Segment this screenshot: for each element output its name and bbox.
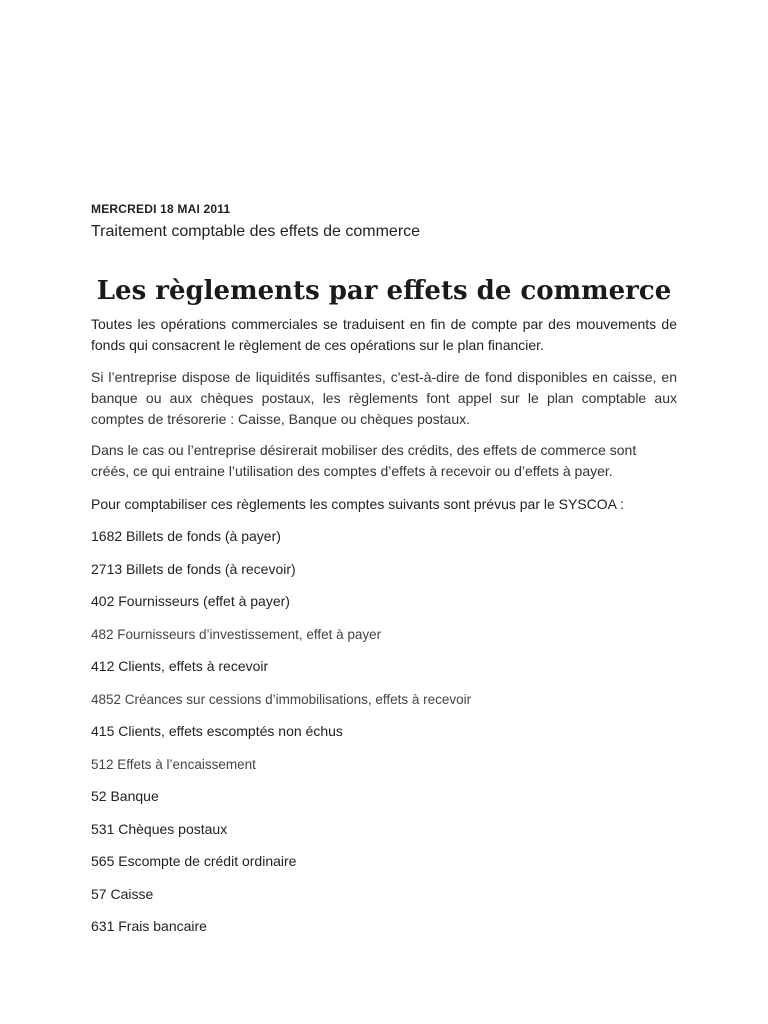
paragraph-intro: Toutes les opérations commerciales se traduisent en fin de compte par des mouvements de fonds qui consacrent le règlement de ces opérations sur le plan financier. — [91, 316, 677, 353]
account-item: 415 Clients, effets escomptés non échus — [91, 723, 343, 739]
account-list — [91, 526, 471, 949]
post-title: Traitement comptable des effets de commerce — [91, 223, 421, 240]
account-item: 1682 Billets de fonds (à payer) — [91, 528, 281, 544]
account-item: 412 Clients, effets à recevoir — [91, 658, 269, 674]
paragraph-syscoa: Pour comptabiliser ces règlements les comptes suivants sont prévus par le SYSCOA : — [91, 496, 625, 512]
article-heading: Les règlements par effets de commerce — [96, 276, 672, 306]
post-date: MERCREDI 18 MAI 2011 — [91, 202, 231, 216]
account-item: 482 Fournisseurs d’investissement, effet à payer — [91, 626, 382, 642]
account-item: 631 Frais bancaire — [91, 918, 207, 934]
account-item: 57 Caisse — [91, 885, 154, 902]
account-item: 512 Effets à l’encaissement — [91, 756, 256, 772]
paragraph-credit: Dans le cas ou l’entreprise désirerait mobiliser des crédits, des effets de commerce sont créés, ce qui entraine l’utilisation des comptes d’effets à recevoir ou d’effets à payer. — [91, 442, 637, 479]
paragraph-liquidity: Si l’entreprise dispose de liquidités suffisantes, c'est-à-dire de fond disponibles en caisse, en banque ou aux chèques postaux, les règlements font appel sur le plan comptable aux comptes de trésorerie : Caisse, Banque ou chèques postaux. — [91, 369, 677, 427]
account-item: 531 Chèques postaux — [91, 820, 228, 837]
account-item: 402 Fournisseurs (effet à payer) — [91, 593, 290, 609]
account-item: 2713 Billets de fonds (à recevoir) — [91, 560, 296, 577]
account-item: 4852 Créances sur cessions d’immobilisations, effets à recevoir — [91, 691, 472, 707]
account-item: 565 Escompte de crédit ordinaire — [91, 853, 297, 869]
account-item: 52 Banque — [91, 788, 159, 804]
